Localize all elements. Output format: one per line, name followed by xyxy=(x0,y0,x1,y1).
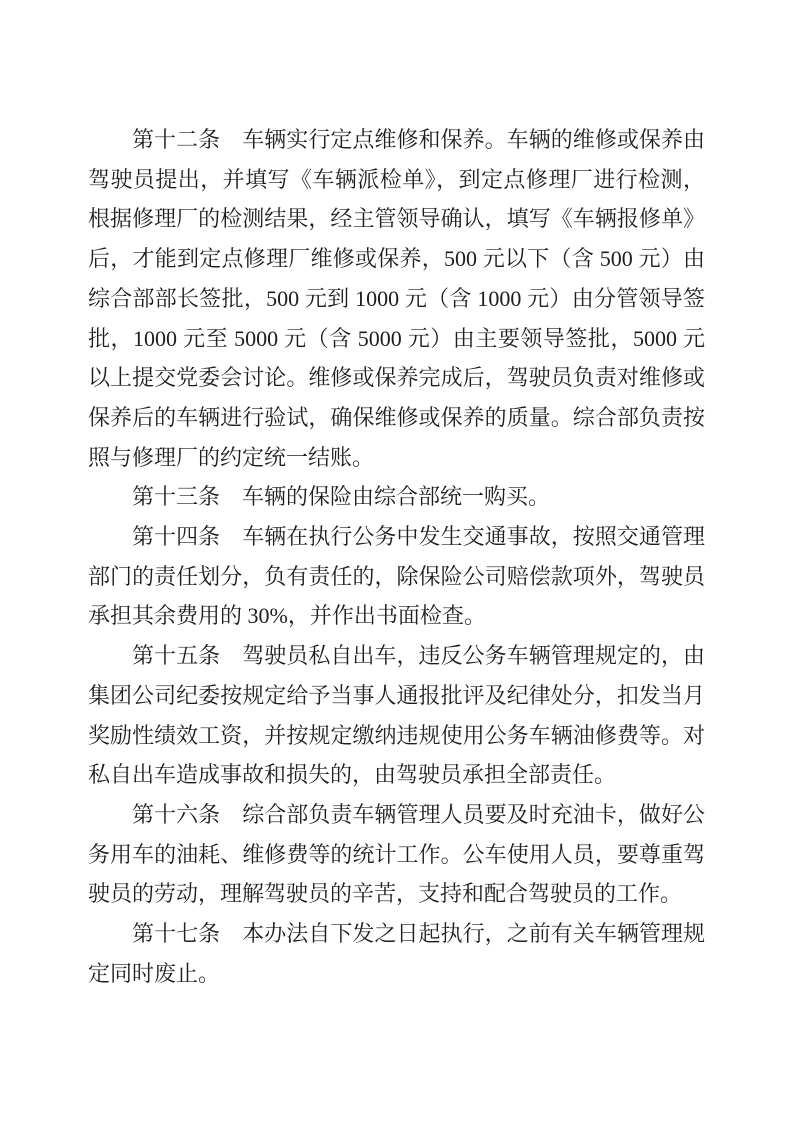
document-body xyxy=(88,120,705,993)
paragraph-article-15: 第十五条 驾驶员私自出车，违反公务车辆管理规定的，由集团公司纪委按规定给予当事人通报批评及纪律处分，扣发当月奖励性绩效工资，并按规定缴纳违规使用公务车辆油修费等。对私自出车造成事故和损失的，由驾驶员承担全部责任。 xyxy=(88,643,705,788)
paragraph-article-14: 第十四条 车辆在执行公务中发生交通事故，按照交通管理部门的责任划分，负有责任的，除保险公司赔偿款项外，驾驶员承担其余费用的 30%，并作出书面检查。 xyxy=(88,524,705,629)
paragraph-article-16: 第十六条 综合部负责车辆管理人员要及时充油卡，做好公务用车的油耗、维修费等的统计工作。公车使用人员，要尊重驾驶员的劳动，理解驾驶员的辛苦，支持和配合驾驶员的工作。 xyxy=(88,801,705,907)
paragraph-article-17: 第十七条 本办法自下发之日起执行，之前有关车辆管理规定同时废止。 xyxy=(88,921,705,986)
paragraph-article-13: 第十三条 车辆的保险由综合部统一购买。 xyxy=(132,484,551,510)
paragraph-article-12: 第十二条 车辆实行定点维修和保养。车辆的维修或保养由驾驶员提出，并填写《车辆派检单》，到定点修理厂进行检测，根据修理厂的检测结果，经主管领导确认，填写《车辆报修单》后，才能到定点修理厂维修或保养，500 元以下（含 500 元）由综合部部长签批，500 元到 1000 元（含 1000 元）由分管领导签批，1000 元至 5000 元（含 5000 元）由主要领导签批，5000 元以上提交党委会讨论。维修或保养完成后，驾驶员负责对维修或保养后的车辆进行验试，确保维修或保养的质量。综合部负责按照与修理厂的约定统一结账。 xyxy=(88,127,705,470)
